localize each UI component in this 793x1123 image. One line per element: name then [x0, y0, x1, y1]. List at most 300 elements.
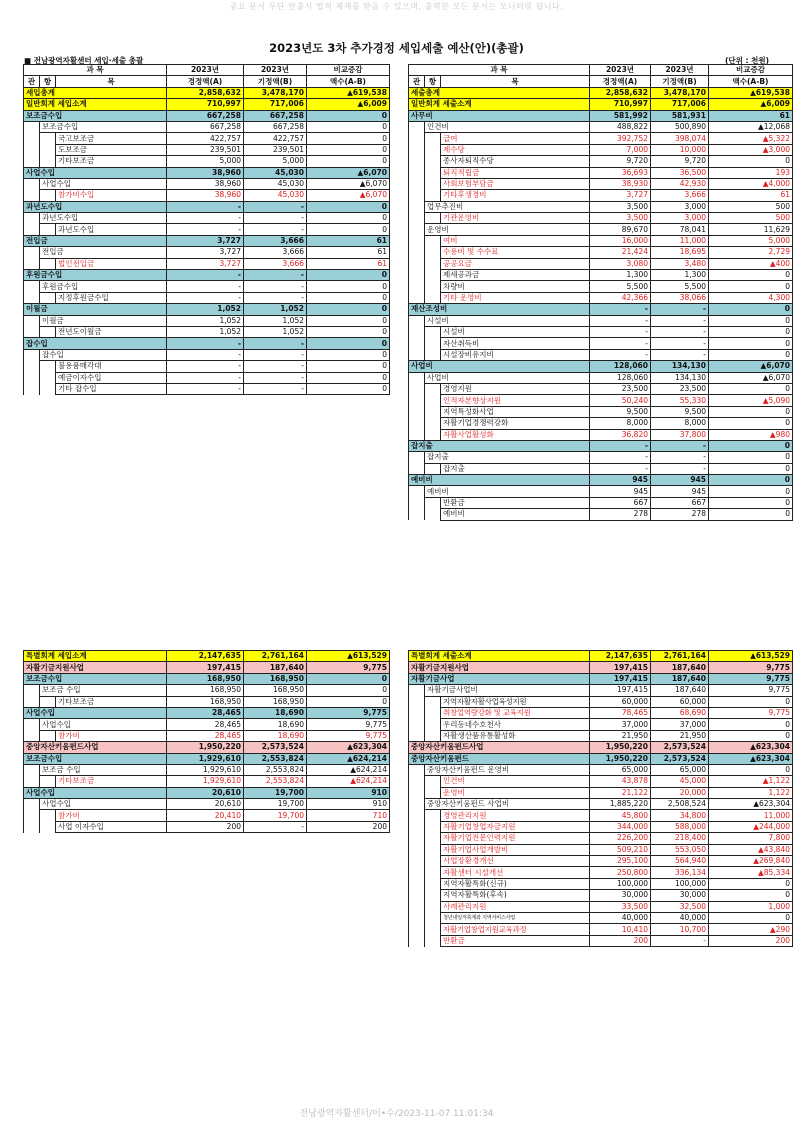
- amount-b: 3,000: [651, 213, 709, 224]
- row-label: 사업수입: [40, 799, 167, 810]
- row-label: 자활기업전문인력지원: [441, 833, 590, 844]
- indent-cell: [425, 867, 441, 878]
- amount-diff: ▲5,090: [709, 395, 793, 406]
- indent-cell: [409, 315, 425, 326]
- header-gwamok: 과 목: [24, 65, 167, 76]
- indent-cell: [24, 361, 40, 372]
- row-label: 지역자활자활사업육성지원: [441, 696, 590, 707]
- amount-a: 200: [167, 821, 244, 832]
- subtitle-left: ■ 전남광역자활센터 세입·세출 총괄: [24, 56, 144, 65]
- indent-cell: [40, 224, 56, 235]
- amount-a: 38,960: [167, 178, 244, 189]
- amount-b: 945: [651, 486, 709, 497]
- table-row: [409, 338, 793, 349]
- indent-cell: [425, 890, 441, 901]
- indent-cell: [425, 270, 441, 281]
- amount-b: 19,700: [244, 810, 307, 821]
- table-row: [24, 87, 390, 98]
- row-label: 잡수입: [24, 338, 167, 349]
- row-label: 이월금: [40, 315, 167, 326]
- amount-b: 945: [651, 475, 709, 486]
- amount-a: 100,000: [590, 878, 651, 889]
- amount-diff: 0: [709, 315, 793, 326]
- amount-diff: ▲5,322: [709, 133, 793, 144]
- amount-b: -: [651, 326, 709, 337]
- amount-b: 187,640: [651, 685, 709, 696]
- table-row: [409, 742, 793, 753]
- amount-diff: 0: [709, 486, 793, 497]
- table-row: [24, 742, 390, 753]
- amount-diff: 0: [307, 349, 390, 360]
- amount-diff: 193: [709, 167, 793, 178]
- amount-diff: 0: [307, 213, 390, 224]
- indent-cell: [24, 247, 40, 258]
- amount-a: 2,858,632: [167, 87, 244, 98]
- header-row: [24, 65, 390, 76]
- amount-diff: 0: [709, 326, 793, 337]
- row-label: 보조금수입: [24, 110, 167, 121]
- amount-b: 187,640: [651, 662, 709, 673]
- indent-cell: [40, 810, 56, 821]
- amount-diff: 0: [709, 509, 793, 520]
- indent-cell: [409, 924, 425, 935]
- amount-a: 3,727: [167, 258, 244, 269]
- table-row: [409, 452, 793, 463]
- amount-b: 36,500: [651, 167, 709, 178]
- indent-cell: [24, 776, 40, 787]
- amount-b: 3,480: [651, 258, 709, 269]
- table-row: [24, 281, 390, 292]
- indent-cell: [425, 281, 441, 292]
- table-row: [24, 144, 390, 155]
- indent-cell: [409, 486, 425, 497]
- amount-a: 128,060: [590, 372, 651, 383]
- indent-cell: [40, 776, 56, 787]
- row-label: 시설비: [441, 326, 590, 337]
- indent-cell: [24, 133, 40, 144]
- indent-cell: [409, 497, 425, 508]
- amount-b: 1,052: [244, 315, 307, 326]
- amount-a: 1,052: [167, 315, 244, 326]
- indent-cell: [409, 821, 425, 832]
- amount-diff: 0: [709, 890, 793, 901]
- amount-diff: 0: [709, 418, 793, 429]
- indent-cell: [24, 213, 40, 224]
- row-label: 사업수입: [24, 787, 167, 798]
- amount-diff: 0: [307, 110, 390, 121]
- row-label: 자활기업사업개발비: [441, 844, 590, 855]
- table-row: [409, 833, 793, 844]
- amount-b: 42,930: [651, 178, 709, 189]
- amount-a: 9,720: [590, 156, 651, 167]
- amount-a: 21,424: [590, 247, 651, 258]
- amount-b: 398,074: [651, 133, 709, 144]
- amount-b: 187,640: [651, 673, 709, 684]
- amount-diff: ▲613,529: [709, 651, 793, 662]
- table-row: [409, 247, 793, 258]
- indent-cell: [24, 719, 40, 730]
- amount-diff: 0: [709, 912, 793, 923]
- amount-a: 3,727: [167, 235, 244, 246]
- amount-diff: 0: [709, 440, 793, 451]
- amount-b: 100,000: [651, 878, 709, 889]
- table-row: [24, 349, 390, 360]
- row-label: 사례관리지원: [441, 901, 590, 912]
- amount-diff: ▲624,214: [307, 764, 390, 775]
- indent-cell: [409, 776, 425, 787]
- amount-diff: 0: [307, 304, 390, 315]
- table-row: [24, 235, 390, 246]
- table-row: [24, 799, 390, 810]
- header-diff: 비교증감: [307, 65, 390, 76]
- amount-b: 45,030: [244, 167, 307, 178]
- amount-diff: ▲623,304: [307, 742, 390, 753]
- amount-b: -: [244, 281, 307, 292]
- row-label: 참가비수입: [56, 190, 167, 201]
- amount-b: 18,690: [244, 707, 307, 718]
- amount-diff: 0: [307, 361, 390, 372]
- table-row: [24, 810, 390, 821]
- amount-a: 945: [590, 486, 651, 497]
- amount-diff: ▲6,070: [307, 178, 390, 189]
- indent-cell: [425, 213, 441, 224]
- amount-b: -: [244, 349, 307, 360]
- amount-diff: ▲85,334: [709, 867, 793, 878]
- row-label: 중앙자산키움펀드: [409, 753, 590, 764]
- amount-b: 564,940: [651, 856, 709, 867]
- amount-diff: 0: [307, 338, 390, 349]
- row-label: 특별회계 세출소계: [409, 651, 590, 662]
- amount-diff: 9,775: [307, 707, 390, 718]
- table-row: [409, 258, 793, 269]
- table-row: [409, 475, 793, 486]
- table-row: [24, 787, 390, 798]
- indent-cell: [409, 167, 425, 178]
- row-label: 사무비: [409, 110, 590, 121]
- indent-cell: [425, 429, 441, 440]
- row-label: 세출총계: [409, 87, 590, 98]
- header-amount-a: 경정액(A): [590, 76, 651, 87]
- indent-cell: [409, 247, 425, 258]
- table-row: [409, 213, 793, 224]
- indent-cell: [40, 258, 56, 269]
- table-row: [409, 856, 793, 867]
- amount-a: 197,415: [590, 685, 651, 696]
- indent-cell: [409, 121, 425, 132]
- amount-b: -: [244, 338, 307, 349]
- amount-diff: 0: [307, 673, 390, 684]
- indent-cell: [409, 707, 425, 718]
- table-row: [24, 361, 390, 372]
- amount-b: 667,258: [244, 110, 307, 121]
- row-label: 시설장비유지비: [441, 349, 590, 360]
- amount-diff: 61: [709, 190, 793, 201]
- amount-diff: 0: [307, 383, 390, 394]
- amount-a: 21,950: [590, 730, 651, 741]
- amount-a: 28,465: [167, 707, 244, 718]
- amount-diff: 61: [307, 258, 390, 269]
- indent-cell: [425, 338, 441, 349]
- amount-diff: ▲269,840: [709, 856, 793, 867]
- indent-cell: [425, 156, 441, 167]
- amount-a: 20,610: [167, 799, 244, 810]
- row-label: 보조금 수입: [40, 685, 167, 696]
- indent-cell: [24, 258, 40, 269]
- amount-a: -: [167, 349, 244, 360]
- row-label: 기타 운영비: [441, 292, 590, 303]
- table-row: [24, 685, 390, 696]
- amount-diff: 9,775: [307, 719, 390, 730]
- table-row: [24, 696, 390, 707]
- row-label: 기타 잡수입: [56, 383, 167, 394]
- amount-diff: ▲43,840: [709, 844, 793, 855]
- amount-diff: 0: [307, 315, 390, 326]
- indent-cell: [40, 292, 56, 303]
- table-row: [24, 270, 390, 281]
- amount-b: -: [244, 213, 307, 224]
- amount-diff: 0: [709, 719, 793, 730]
- row-label: 예비비: [425, 486, 590, 497]
- indent-cell: [425, 901, 441, 912]
- indent-cell: [409, 190, 425, 201]
- table-row: [24, 121, 390, 132]
- indent-cell: [409, 144, 425, 155]
- amount-b: 18,690: [244, 719, 307, 730]
- amount-b: 34,800: [651, 810, 709, 821]
- amount-b: 10,700: [651, 924, 709, 935]
- indent-cell: [24, 144, 40, 155]
- general-expenditure-table: [408, 64, 793, 521]
- row-label: 인건비: [425, 121, 590, 132]
- row-label: 불용품매각대: [56, 361, 167, 372]
- amount-a: 128,060: [590, 361, 651, 372]
- amount-b: 2,573,524: [651, 753, 709, 764]
- indent-cell: [24, 685, 40, 696]
- amount-diff: ▲613,529: [307, 651, 390, 662]
- amount-diff: 9,775: [709, 707, 793, 718]
- indent-cell: [409, 719, 425, 730]
- row-label: 보조금수입: [24, 673, 167, 684]
- table-row: [409, 292, 793, 303]
- amount-diff: 0: [709, 878, 793, 889]
- indent-cell: [409, 270, 425, 281]
- indent-cell: [409, 235, 425, 246]
- amount-diff: 0: [709, 270, 793, 281]
- indent-cell: [40, 144, 56, 155]
- indent-cell: [24, 178, 40, 189]
- table-row: [409, 753, 793, 764]
- amount-b: -: [651, 440, 709, 451]
- amount-diff: ▲6,070: [709, 361, 793, 372]
- row-label: 사업비: [425, 372, 590, 383]
- indent-cell: [409, 281, 425, 292]
- header-mok: 목: [441, 76, 590, 87]
- row-label: 공공요금: [441, 258, 590, 269]
- header-year-b: 2023년: [244, 65, 307, 76]
- table-row: [409, 497, 793, 508]
- table-row: [409, 867, 793, 878]
- row-label: 참가비: [56, 730, 167, 741]
- amount-diff: 0: [307, 281, 390, 292]
- amount-diff: ▲1,122: [709, 776, 793, 787]
- indent-cell: [425, 912, 441, 923]
- row-label: 사업수입: [40, 719, 167, 730]
- indent-cell: [425, 258, 441, 269]
- row-label: 일반회계 세입소계: [24, 99, 167, 110]
- row-label: 전년도이월금: [56, 326, 167, 337]
- indent-cell: [24, 810, 40, 821]
- row-label: 잡지출: [409, 440, 590, 451]
- row-label: 예비비: [441, 509, 590, 520]
- amount-diff: 0: [709, 497, 793, 508]
- amount-diff: ▲12,068: [709, 121, 793, 132]
- amount-a: 422,757: [167, 133, 244, 144]
- table-row: [409, 463, 793, 474]
- indent-cell: [24, 821, 40, 832]
- table-row: [409, 383, 793, 394]
- row-label: 특별회계 세입소계: [24, 651, 167, 662]
- table-row: [409, 651, 793, 662]
- table-row: [409, 821, 793, 832]
- row-label: 청년내일저축계좌 지역서비스사업: [441, 912, 590, 923]
- amount-a: 30,000: [590, 890, 651, 901]
- amount-a: 1,929,610: [167, 764, 244, 775]
- amount-a: 1,950,220: [590, 753, 651, 764]
- row-label: 중앙자산키움펀드 운영비: [425, 764, 590, 775]
- amount-b: -: [244, 361, 307, 372]
- indent-cell: [425, 190, 441, 201]
- amount-b: 2,761,164: [244, 651, 307, 662]
- amount-a: -: [167, 292, 244, 303]
- indent-cell: [409, 133, 425, 144]
- indent-cell: [24, 799, 40, 810]
- row-label: 경영지원: [441, 383, 590, 394]
- indent-cell: [409, 224, 425, 235]
- amount-a: 38,960: [167, 167, 244, 178]
- amount-diff: ▲6,070: [307, 190, 390, 201]
- amount-a: 16,000: [590, 235, 651, 246]
- amount-diff: 61: [307, 247, 390, 258]
- special-expenditure-table: [408, 650, 793, 947]
- amount-a: -: [167, 281, 244, 292]
- amount-b: 218,400: [651, 833, 709, 844]
- amount-a: 945: [590, 475, 651, 486]
- amount-diff: ▲619,538: [307, 87, 390, 98]
- amount-diff: ▲4,000: [709, 178, 793, 189]
- amount-a: 226,200: [590, 833, 651, 844]
- indent-cell: [425, 349, 441, 360]
- amount-diff: 0: [307, 372, 390, 383]
- amount-a: 20,410: [167, 810, 244, 821]
- amount-a: 2,147,635: [590, 651, 651, 662]
- row-label: 제세공과금: [441, 270, 590, 281]
- general-revenue-table: [23, 64, 390, 395]
- amount-b: 38,066: [651, 292, 709, 303]
- table-row: [24, 383, 390, 394]
- row-label: 자활기금사업: [409, 673, 590, 684]
- indent-cell: [409, 833, 425, 844]
- amount-diff: 0: [709, 156, 793, 167]
- row-label: 후원금수입: [24, 270, 167, 281]
- row-label: 잡지출: [425, 452, 590, 463]
- table-row: [24, 719, 390, 730]
- amount-a: 1,950,220: [590, 742, 651, 753]
- table-row: [24, 156, 390, 167]
- indent-cell: [409, 429, 425, 440]
- table-row: [409, 440, 793, 451]
- indent-cell: [40, 156, 56, 167]
- amount-b: -: [651, 315, 709, 326]
- amount-b: 8,000: [651, 418, 709, 429]
- special-revenue-table: [23, 650, 390, 833]
- row-label: 지역자활특화(후속): [441, 890, 590, 901]
- indent-cell: [24, 696, 40, 707]
- amount-b: 30,000: [651, 890, 709, 901]
- amount-a: 1,052: [167, 304, 244, 315]
- amount-diff: ▲623,304: [709, 753, 793, 764]
- table-row: [24, 326, 390, 337]
- table-row: [409, 912, 793, 923]
- amount-b: 667,258: [244, 121, 307, 132]
- amount-diff: 9,775: [307, 730, 390, 741]
- indent-cell: [409, 912, 425, 923]
- table-row: [409, 878, 793, 889]
- indent-cell: [24, 292, 40, 303]
- amount-b: -: [651, 463, 709, 474]
- amount-a: 344,000: [590, 821, 651, 832]
- amount-b: 60,000: [651, 696, 709, 707]
- row-label: 운영비: [441, 787, 590, 798]
- amount-b: 3,478,170: [244, 87, 307, 98]
- indent-cell: [40, 133, 56, 144]
- indent-cell: [425, 833, 441, 844]
- amount-a: 509,210: [590, 844, 651, 855]
- table-row: [409, 673, 793, 684]
- amount-diff: 0: [307, 133, 390, 144]
- row-label: 자활기금지원사업: [409, 662, 590, 673]
- amount-diff: 0: [709, 281, 793, 292]
- table-row: [24, 213, 390, 224]
- header-gwan: 관: [409, 76, 425, 87]
- table-row: [24, 753, 390, 764]
- row-label: 취창업역량강화 및 교육지원: [441, 707, 590, 718]
- table-row: [409, 281, 793, 292]
- table-row: [24, 167, 390, 178]
- row-label: 사업장환경개선: [441, 856, 590, 867]
- amount-b: 3,000: [651, 201, 709, 212]
- table-row: [24, 315, 390, 326]
- amount-a: 9,500: [590, 406, 651, 417]
- indent-cell: [425, 326, 441, 337]
- amount-b: 20,000: [651, 787, 709, 798]
- amount-diff: ▲244,000: [709, 821, 793, 832]
- row-label: 인건비: [441, 776, 590, 787]
- table-row: [409, 935, 793, 946]
- amount-diff: ▲3,000: [709, 144, 793, 155]
- amount-b: 78,041: [651, 224, 709, 235]
- amount-b: 55,330: [651, 395, 709, 406]
- table-row: [24, 821, 390, 832]
- row-label: 사업수입: [24, 707, 167, 718]
- amount-diff: 910: [307, 799, 390, 810]
- row-label: 사업수입: [40, 178, 167, 189]
- amount-diff: 0: [709, 452, 793, 463]
- table-row: [409, 178, 793, 189]
- indent-cell: [24, 764, 40, 775]
- table-row: [24, 292, 390, 303]
- amount-diff: 9,775: [709, 673, 793, 684]
- indent-cell: [425, 924, 441, 935]
